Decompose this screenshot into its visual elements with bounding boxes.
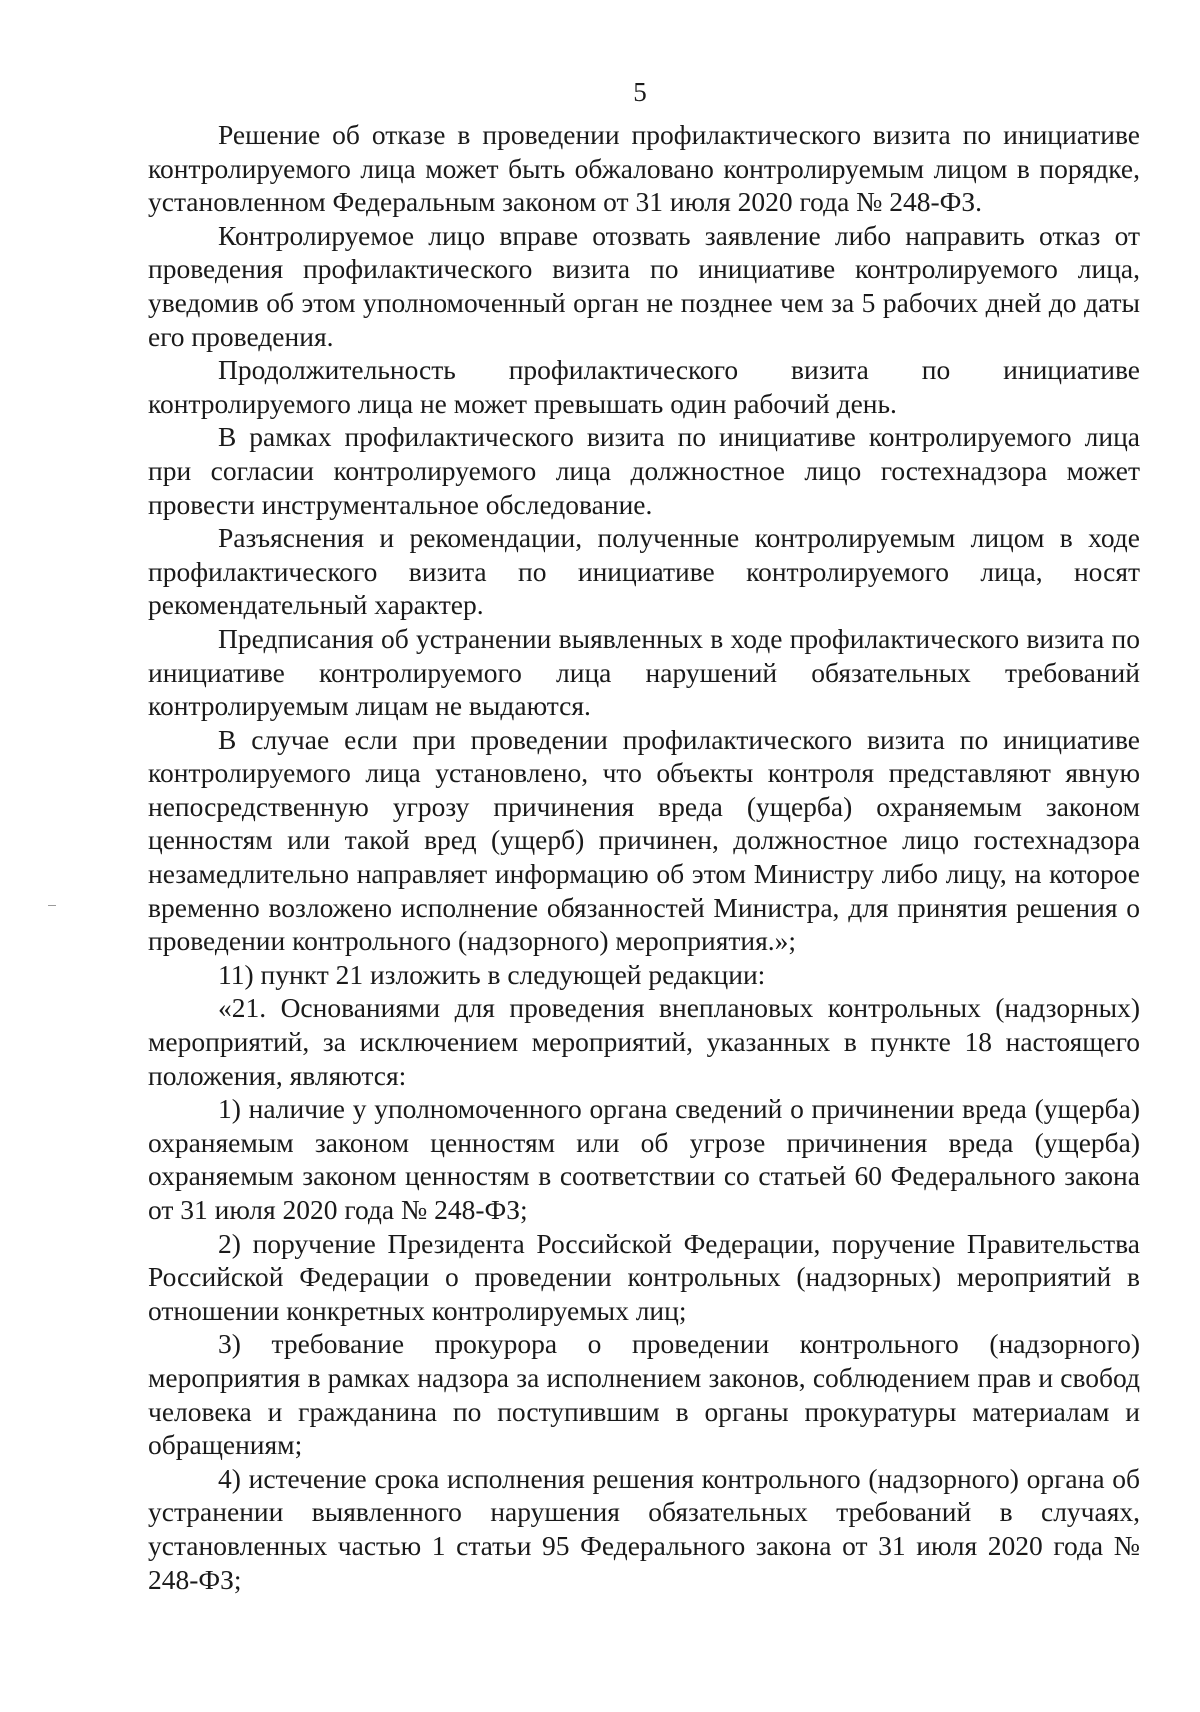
paragraph-withdraw-application: Контролируемое лицо вправе отозвать заявление либо направить отказ от проведения профилактического визита по инициативе контролируемого лица, уведомив об этом уполномоченный орган не позднее чем за 5 рабочих дней до даты его проведения.: [148, 219, 1140, 352]
paragraph-appeal-refusal: Решение об отказе в проведении профилактического визита по инициативе контролируемого лица может быть обжаловано контролируемым лицом в порядке, установленном Федеральным законом от 31 июля 2020 года № 248-ФЗ.: [148, 119, 1140, 218]
scan-artifact-mark: [48, 905, 56, 906]
list-item-1: 1) наличие у уполномоченного органа сведений о причинении вреда (ущерба) охраняемым законом ценностям или об угрозе причинения вреда (ущерба) охраняемым законом ценностям в соответствии со статьей 60 Федерального закона от 31 июля 2020 года № 248-ФЗ;: [148, 1093, 1140, 1225]
page-number: 5: [633, 77, 647, 107]
list-item-2: 2) поручение Президента Российской Федерации, поручение Правительства Российской Федерации о проведении контрольных (надзорных) мероприятий в отношении конкретных контролируемых лиц;: [148, 1227, 1140, 1326]
paragraph-visit-duration: Продолжительность профилактического визита по инициативе контролируемого лица не может превышать один рабочий день.: [148, 354, 1140, 419]
paragraph-immediate-threat: В случае если при проведении профилактического визита по инициативе контролируемого лица установлено, что объекты контроля представляют явную непосредственную угрозу причинения вреда (ущерба) охраняемым законом ценностям или такой вред (ущерб) причинен, должностное лицо гостехнадзора незамедлительно направляет информацию об этом Министру либо лицу, на которое временно возложено исполнение обязанностей Министра, для принятия решения о проведении контрольного (надзорного) мероприятия.»;: [148, 723, 1140, 957]
paragraph-recommendations: Разъяснения и рекомендации, полученные контролируемым лицом в ходе профилактического визита по инициативе контролируемого лица, носят рекомендательный характер.: [148, 522, 1140, 621]
paragraph-instrumental-inspection: В рамках профилактического визита по инициативе контролируемого лица при согласии контролируемого лица должностное лицо гостехнадзора может провести инструментальное обследование.: [148, 421, 1140, 520]
list-item-4: 4) истечение срока исполнения решения контрольного (надзорного) органа об устранении выявленного нарушения обязательных требований в случаях, установленных частью 1 статьи 95 Федерального закона от 31 июля 2020 года № 248-ФЗ;: [148, 1462, 1140, 1595]
paragraph-clause-21: «21. Основаниями для проведения внеплановых контрольных (надзорных) мероприятий, за исключением мероприятий, указанных в пункте 18 настоящего положения, являются:: [148, 992, 1140, 1091]
paragraph-item-11: 11) пункт 21 изложить в следующей редакции:: [218, 958, 766, 990]
list-item-3: 3) требование прокурора о проведении контрольного (надзорного) мероприятия в рамках надзора за исполнением законов, соблюдением прав и свобод человека и гражданина по поступившим в органы прокуратуры материалам и обращениям;: [148, 1328, 1140, 1461]
document-body: [148, 118, 1140, 1596]
paragraph-no-orders: Предписания об устранении выявленных в ходе профилактического визита по инициативе контролируемого лица нарушений обязательных требований контролируемым лицам не выдаются.: [148, 622, 1140, 722]
